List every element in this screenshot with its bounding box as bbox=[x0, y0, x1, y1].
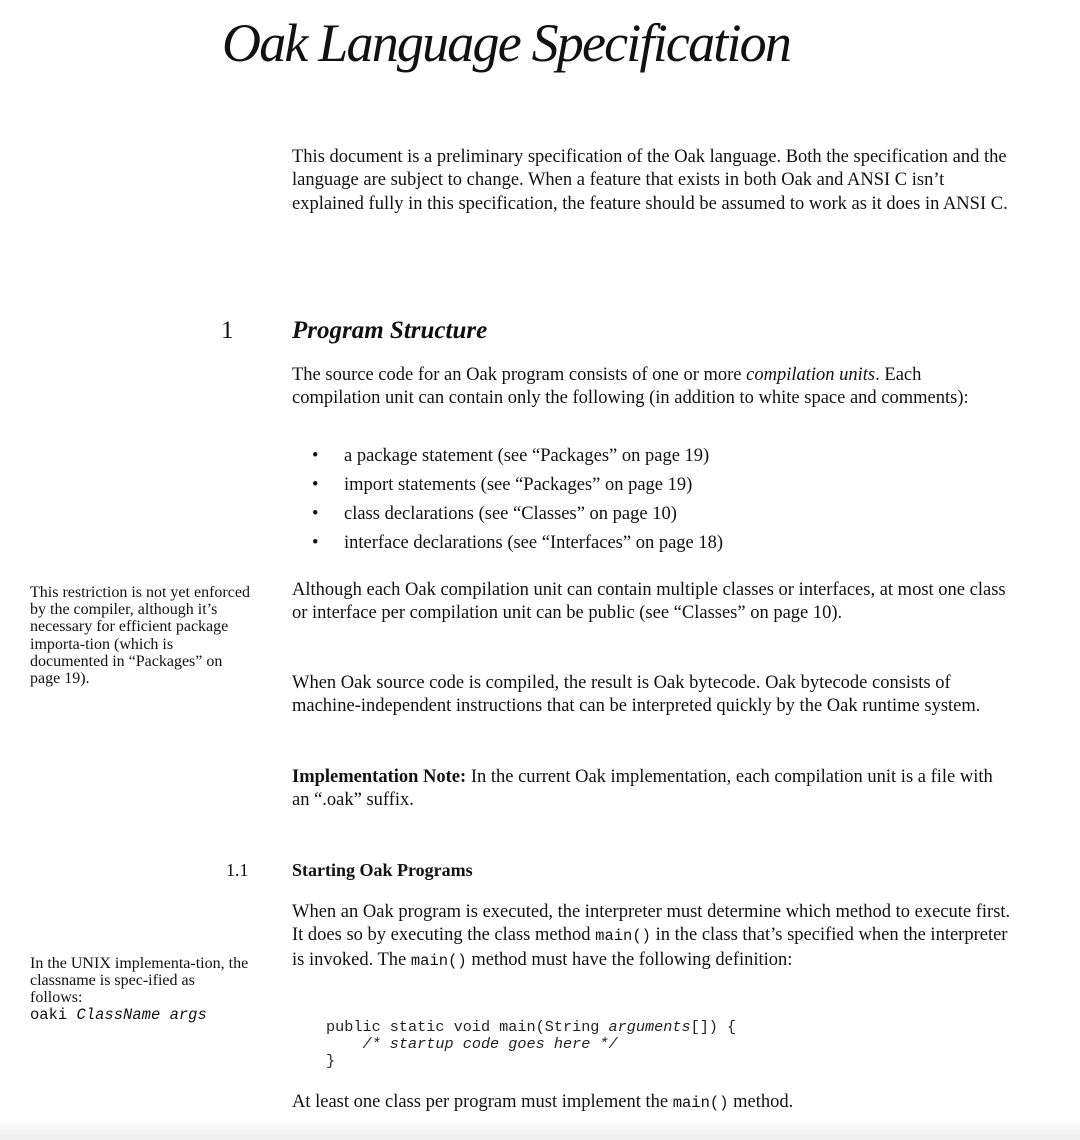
text-run: . Each compilation unit can contain only the following (in addition to white space and comments): bbox=[292, 365, 969, 409]
code-comment: /* startup code goes here */ bbox=[326, 1035, 618, 1054]
implementation-note-text: In the current Oak implementation, each compilation unit is a file with an “.oak” suffix. bbox=[292, 767, 993, 811]
section1-paragraph-3: When Oak source code is compiled, the result is Oak bytecode. Oak bytecode consists of machine-independent instructions that can be interpreted quickly by the Oak runtime system. bbox=[292, 673, 981, 717]
list-item-text: import statements (see “Packages” on page 19) bbox=[344, 475, 693, 495]
code-line bbox=[326, 1019, 736, 1036]
list-item bbox=[292, 529, 1012, 558]
text-run: method must have the following definition: bbox=[466, 949, 793, 970]
list-item-text: class declarations (see “Classes” on page 10) bbox=[344, 504, 677, 524]
bullet-icon: • bbox=[312, 533, 319, 553]
list-item bbox=[292, 500, 1012, 529]
bullet-icon: • bbox=[312, 475, 319, 495]
command-args: args bbox=[169, 1005, 207, 1024]
list-item-text: interface declarations (see “Interfaces” on page 18) bbox=[344, 533, 724, 553]
section1-paragraph-1 bbox=[292, 364, 1012, 411]
section1-paragraph-2: Although each Oak compilation unit can contain multiple classes or interfaces, at most one class or interface per compilation unit can be public (see “Classes” on page 10). bbox=[292, 580, 1006, 624]
margin-note-unix bbox=[30, 955, 250, 1024]
page-bottom-edge bbox=[0, 1118, 1080, 1140]
margin-note-restriction: This restriction is not yet enforced by the compiler, although it’s necessary for efficient package importa-tion (which is documented in “Packages” on page 19). bbox=[30, 584, 250, 688]
bullet-icon: • bbox=[312, 446, 319, 466]
implementation-note-label: Implementation Note: bbox=[292, 767, 467, 787]
intro-paragraph: This document is a preliminary specification of the Oak language. Both the specification and the language are subject to change. When a feature that exists in both Oak and ANSI C isn’t explained fully in this specification, the feature should be assumed to work as it does in ANSI C. bbox=[292, 147, 1008, 214]
section-title: Program Structure bbox=[292, 317, 488, 344]
inline-code-main: main() bbox=[672, 1094, 729, 1112]
text-run: When an Oak program is executed, the interpreter must determine which method to execute first. It does so by executing the class method bbox=[292, 902, 1011, 946]
code-text: []) { bbox=[690, 1018, 737, 1036]
bullet-icon: • bbox=[312, 504, 319, 524]
code-argument: arguments bbox=[608, 1018, 691, 1036]
subsection-title: Starting Oak Programs bbox=[292, 860, 473, 880]
text-run: At least one class per program must implement the bbox=[292, 1092, 673, 1112]
code-line: } bbox=[326, 1052, 336, 1071]
term-compilation-units: compilation units bbox=[746, 365, 876, 385]
section1-1-paragraph-1 bbox=[292, 901, 1012, 973]
code-line bbox=[326, 1036, 736, 1053]
section-number: 1 bbox=[221, 317, 234, 344]
subsection-number: 1.1 bbox=[226, 860, 249, 880]
text-run: in the class that’s specified when the interpreter is invoked. The bbox=[292, 925, 1008, 970]
inline-code-main: main() bbox=[410, 951, 467, 970]
section1-1-paragraph-2 bbox=[292, 1091, 1012, 1115]
inline-code-main: main() bbox=[595, 927, 651, 946]
main-definition-code-block bbox=[326, 1019, 736, 1071]
list-item bbox=[292, 471, 1012, 500]
margin-note-unix-text: In the UNIX implementa-tion, the classname is spec-ified as follows: bbox=[30, 955, 249, 1007]
text-run: The source code for an Oak program consists of one or more bbox=[292, 365, 747, 385]
document-title: Oak Language Specification bbox=[222, 13, 791, 73]
text-run: method. bbox=[728, 1092, 794, 1112]
command-name: oaki bbox=[30, 1005, 68, 1024]
list-item bbox=[292, 442, 1012, 471]
command-classname: ClassName bbox=[76, 1005, 161, 1024]
list-item-text: a package statement (see “Packages” on page 19) bbox=[344, 446, 710, 466]
implementation-note bbox=[292, 766, 1012, 813]
compilation-unit-contents-list bbox=[292, 442, 1012, 558]
margin-note-unix-command bbox=[30, 1007, 250, 1024]
code-text: public static void main(String bbox=[326, 1018, 609, 1036]
